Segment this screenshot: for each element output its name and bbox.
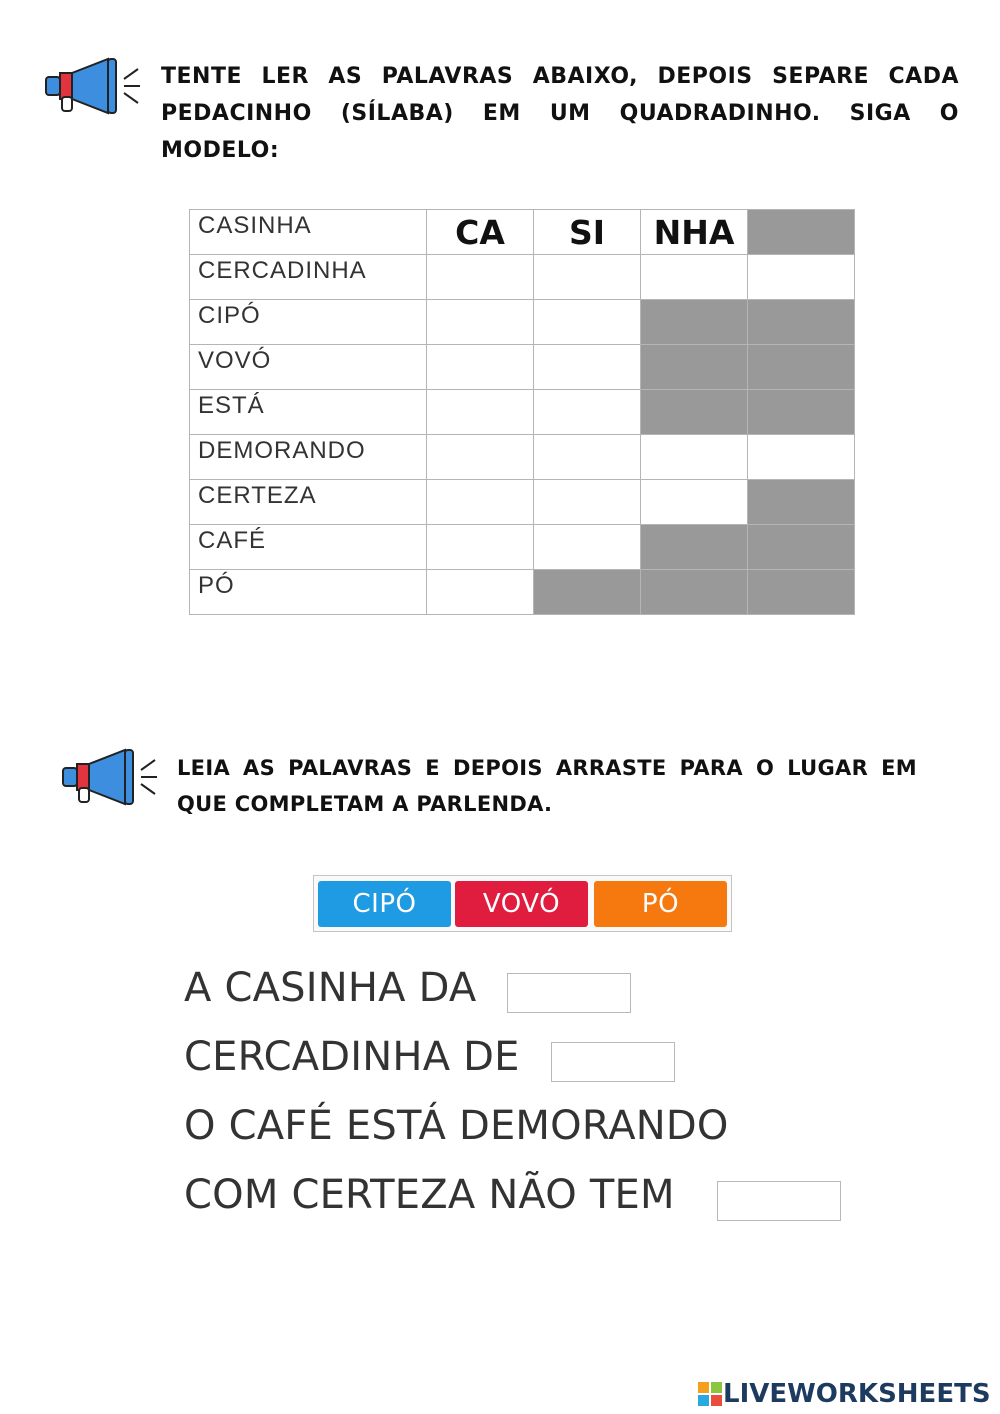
syllable-table: [189, 209, 855, 615]
drop-zone-2[interactable]: [551, 1042, 675, 1082]
brand-logo: [697, 1378, 991, 1410]
word-cell: CERTEZA: [190, 480, 427, 525]
word-cell: CAFÉ: [190, 525, 427, 570]
word-bank: [313, 875, 732, 932]
table-row: [190, 390, 855, 435]
syllable-input-cell[interactable]: [534, 435, 641, 480]
table-row: [190, 570, 855, 615]
syllable-input-cell[interactable]: [427, 525, 534, 570]
word-cell: CIPÓ: [190, 300, 427, 345]
megaphone-icon: [61, 748, 161, 812]
shaded-cell: [748, 345, 855, 390]
word-cell: VOVÓ: [190, 345, 427, 390]
drop-zone-1[interactable]: [507, 973, 631, 1013]
model-syllable: CA: [455, 213, 505, 252]
rhyme-line-4: COM CERTEZA NÃO TEM: [184, 1172, 675, 1218]
megaphone-icon: [44, 57, 144, 121]
shaded-cell: [534, 570, 641, 615]
shaded-cell: [748, 210, 855, 255]
draggable-word-cipo[interactable]: CIPÓ: [318, 881, 451, 927]
table-row: [190, 525, 855, 570]
syllable-input-cell[interactable]: [641, 435, 748, 480]
liveworksheets-logo-icon: [697, 1381, 723, 1407]
table-row: [190, 210, 855, 255]
rhyme-line-1: A CASINHA DA: [184, 965, 477, 1011]
shaded-cell: [748, 480, 855, 525]
model-syllable: NHA: [653, 213, 735, 252]
syllable-input-cell[interactable]: [641, 255, 748, 300]
syllable-input-cell[interactable]: [534, 480, 641, 525]
table-row: [190, 255, 855, 300]
syllable-input-cell[interactable]: [427, 570, 534, 615]
syllable-input-cell[interactable]: [427, 255, 534, 300]
word-cell: ESTÁ: [190, 390, 427, 435]
syllable-input-cell[interactable]: [427, 390, 534, 435]
shaded-cell: [748, 570, 855, 615]
shaded-cell: [641, 300, 748, 345]
model-syllable: SI: [568, 213, 606, 252]
shaded-cell: [641, 345, 748, 390]
shaded-cell: [641, 390, 748, 435]
syllable-input-cell[interactable]: [534, 255, 641, 300]
syllable-input-cell[interactable]: [427, 345, 534, 390]
instruction-text-1: TENTE LER AS PALAVRAS ABAIXO, DEPOIS SEPARE CADA PEDACINHO (SÍLABA) EM UM QUADRADINHO. SIGA O MODELO:: [161, 64, 959, 163]
syllable-input-cell[interactable]: [427, 480, 534, 525]
shaded-cell: [748, 300, 855, 345]
syllable-input-cell[interactable]: [427, 435, 534, 480]
table-row: [190, 480, 855, 525]
drop-zone-3[interactable]: [717, 1181, 841, 1221]
draggable-word-po[interactable]: PÓ: [594, 881, 727, 927]
word-cell: DEMORANDO: [190, 435, 427, 480]
syllable-input-cell[interactable]: [534, 525, 641, 570]
table-row: [190, 435, 855, 480]
syllable-input-cell[interactable]: [534, 390, 641, 435]
rhyme-line-3: O CAFÉ ESTÁ DEMORANDO: [184, 1103, 729, 1149]
shaded-cell: [641, 525, 748, 570]
syllable-input-cell[interactable]: [534, 345, 641, 390]
syllable-input-cell[interactable]: [641, 480, 748, 525]
model-syllable-cell: [427, 210, 534, 255]
table-row: [190, 345, 855, 390]
word-cell: CASINHA: [190, 210, 427, 255]
syllable-input-cell[interactable]: [534, 300, 641, 345]
shaded-cell: [748, 525, 855, 570]
model-syllable-cell: [534, 210, 641, 255]
instruction-text-2: LEIA AS PALAVRAS E DEPOIS ARRASTE PARA O LUGAR EM QUE COMPLETAM A PARLENDA.: [177, 756, 917, 816]
syllable-input-cell[interactable]: [748, 255, 855, 300]
rhyme-line-2: CERCADINHA DE: [184, 1034, 520, 1080]
shaded-cell: [748, 390, 855, 435]
word-cell: PÓ: [190, 570, 427, 615]
syllable-input-cell[interactable]: [427, 300, 534, 345]
model-syllable-cell: [641, 210, 748, 255]
word-cell: CERCADINHA: [190, 255, 427, 300]
syllable-input-cell[interactable]: [748, 435, 855, 480]
brand-name: LIVEWORKSHEETS: [723, 1379, 991, 1409]
shaded-cell: [641, 570, 748, 615]
draggable-word-vovo[interactable]: VOVÓ: [455, 881, 588, 927]
table-row: [190, 300, 855, 345]
